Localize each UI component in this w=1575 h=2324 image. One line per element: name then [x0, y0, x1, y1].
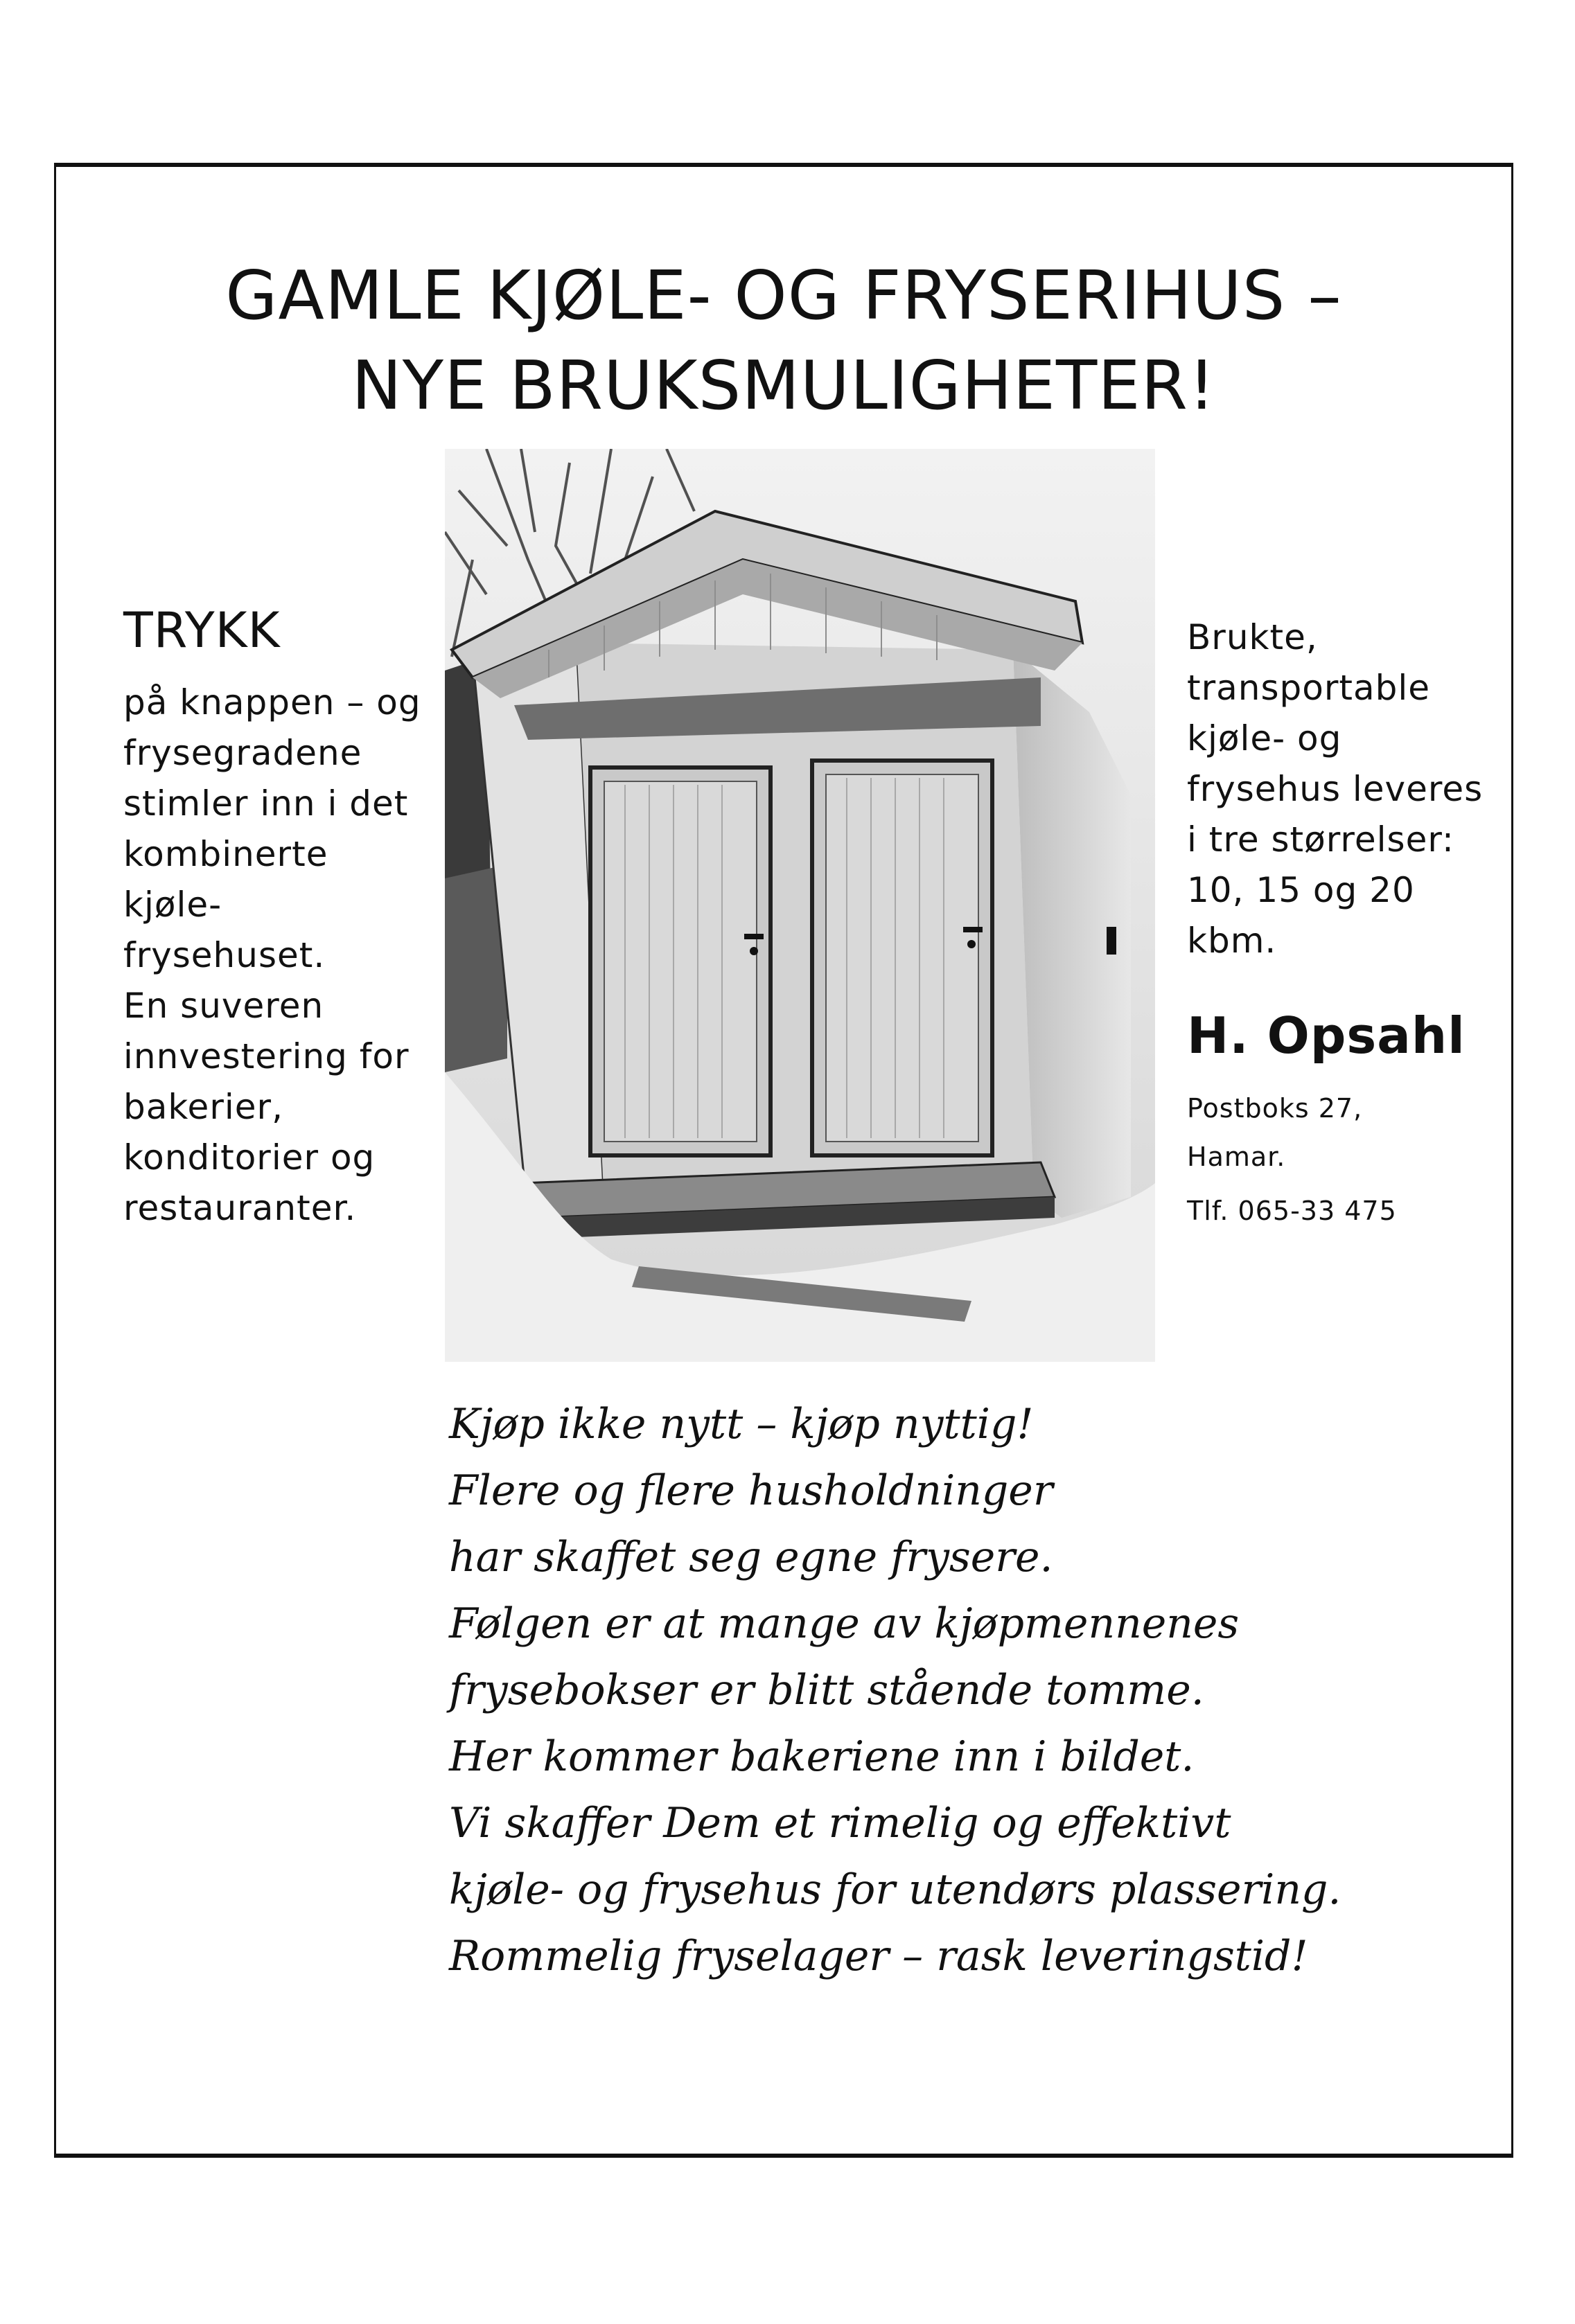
left-text-column	[123, 598, 428, 1234]
slogan-line: Her kommer bakeriene inn i bildet.	[449, 1732, 1195, 1781]
slogan-line: Flere og flere husholdninger	[449, 1466, 1053, 1515]
slogan-line: Følgen er at mange av kjøpmennenes	[449, 1599, 1240, 1648]
right-line: kjøle- og	[1187, 718, 1342, 759]
address-line: Postboks 27,	[1187, 1093, 1363, 1124]
slogan-line: frysebokser er blitt stående tomme.	[449, 1666, 1204, 1714]
slogan-line: Rommelig fryselager – rask leveringstid!	[449, 1932, 1308, 1980]
slogan-line: Vi skaffer Dem et rimelig og effektivt	[449, 1799, 1231, 1847]
headline-line-2: NYE BRUKSMULIGHETER!	[351, 346, 1216, 425]
slogan-line: Kjøp ikke nytt – kjøp nyttig!	[449, 1400, 1034, 1448]
slogan-line: kjøle- og frysehus for utendørs plassering.	[449, 1865, 1341, 1914]
headline	[54, 251, 1513, 431]
left-line: kombinerte kjøle-	[123, 834, 328, 925]
company-name: H. Opsahl	[1187, 1006, 1466, 1065]
left-heading: TRYKK	[123, 602, 281, 659]
headline-line-1: GAMLE KJØLE- OG FRYSERIHUS –	[225, 256, 1342, 335]
address-city: Hamar.	[1187, 1142, 1286, 1172]
left-line: på knappen – og	[123, 682, 421, 722]
right-line: transportable	[1187, 668, 1431, 708]
left-line: frysehuset.	[123, 935, 326, 975]
left-line: stimler inn i det	[123, 783, 409, 824]
right-text-column	[1187, 612, 1506, 1235]
left-line: restauranter.	[123, 1188, 357, 1228]
right-line: i tre størrelser:	[1187, 819, 1454, 860]
left-line: frysegradene	[123, 733, 362, 773]
shed-photo	[445, 449, 1155, 1362]
slogan-text	[449, 1391, 1454, 1989]
left-line: konditorier og	[123, 1137, 376, 1178]
right-line: Brukte,	[1187, 617, 1318, 657]
slogan-line: har skaffet seg egne frysere.	[449, 1533, 1053, 1581]
left-line: bakerier,	[123, 1087, 283, 1127]
right-line: frysehus leveres	[1187, 769, 1484, 809]
left-line: En suveren	[123, 986, 324, 1026]
left-line: innvestering for	[123, 1036, 410, 1076]
right-line: 10, 15 og 20 kbm.	[1187, 870, 1415, 961]
phone-number: Tlf. 065-33 475	[1187, 1196, 1397, 1226]
